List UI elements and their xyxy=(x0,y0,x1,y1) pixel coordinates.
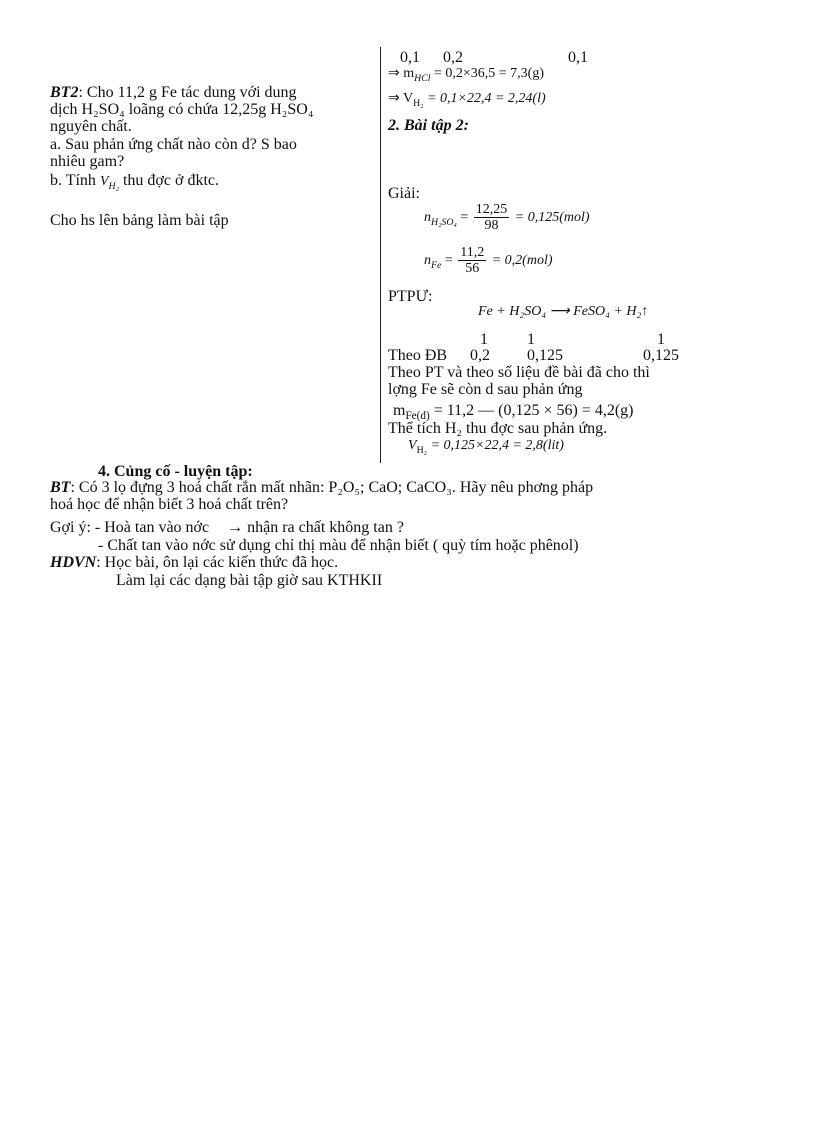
eq-n-h2so4: $n_{H_2SO_4}$ = $\frac{12,25}{98}$ = 0,125(mol) xyxy=(424,202,590,234)
giai-label: Giải: xyxy=(388,185,420,202)
reaction-equation: Fe + H₂SO₄ ⟶ FeSO₄ + H₂↑ xyxy=(478,304,649,319)
bt-line2: hoá học để nhận biết 3 hoá chất trên? xyxy=(50,496,289,513)
top-num-1: 0,1 xyxy=(400,49,420,66)
top-num-3: 0,1 xyxy=(568,49,588,66)
question-b xyxy=(50,173,219,192)
theo-db-val-2: 0,125 xyxy=(527,347,563,364)
hdvn-label: HDVN xyxy=(50,554,97,571)
top-num-2: 0,2 xyxy=(443,49,463,66)
the-tich-line: Thể tích H₂ thu đợc sau phản ứng. xyxy=(388,420,608,437)
question-b-post: thu đợc ở đktc. xyxy=(118,172,219,189)
question-a-line2: nhiêu gam? xyxy=(50,153,125,170)
eq-vh2-final: $V_{H_2} = 0,125\times 22,4 = 2,8(lit)$ xyxy=(408,438,564,456)
mfe-equation: $m_{Fe(d)} = 11,2$ — (0,125 × 56) = 4,2(g) xyxy=(393,402,634,423)
hint-line2: - Chất tan vào nớc sử dụng chỉ thị màu để nhận biết ( quỳ tím hoặc phênol) xyxy=(98,537,579,554)
eq-vh2: ⇒ $V_{H_2} = 0,1\times 22,4 = 2,24(l)$ xyxy=(388,91,546,109)
vh2-symbol: $V_{H_2}$ xyxy=(99,174,119,192)
coeff-3: 1 xyxy=(657,331,665,348)
bt-label: BT xyxy=(50,479,71,496)
eq-n-fe: $n_{Fe}$ = $\frac{11,2}{56}$ = 0,2(mol) xyxy=(424,245,553,277)
question-b-pre: b. Tính xyxy=(50,172,96,189)
arrow-right-icon: → xyxy=(227,519,244,536)
column-divider xyxy=(380,47,381,463)
question-a-line1: a. Sau phản ứng chất nào còn d? S bao xyxy=(50,136,297,153)
theo-pt-line1: Theo PT và theo số liệu đề bài đã cho thì xyxy=(388,364,650,381)
theo-pt-line2: lợng Fe sẽ còn d sau phản ứng xyxy=(388,381,583,398)
coeff-1: 1 xyxy=(480,331,488,348)
bt2-text1: : Cho 11,2 g Fe tác dung với dung xyxy=(78,84,297,101)
hdvn-line1 xyxy=(50,555,338,572)
instruction: Cho hs lên bảng làm bài tập xyxy=(50,212,229,229)
theo-db-label: Theo ĐB xyxy=(388,347,448,364)
theo-db-val-1: 0,2 xyxy=(470,347,490,364)
bt2-label: BT2 xyxy=(50,84,79,101)
coeff-2: 1 xyxy=(527,331,535,348)
hdvn-text1: : Học bài, ôn lại các kiến thức đã học. xyxy=(96,554,339,571)
bt2-line1 xyxy=(50,85,297,102)
eq-mhcl: ⇒ $m_{HCl} = 0,2\times 36,5 = 7,3(g)$ xyxy=(388,66,544,84)
bt-text1: : Có 3 lọ đựng 3 hoá chất rắn mất nhãn: P₂O₅; CaO; CaCO₃. Hãy nêu phơng pháp xyxy=(70,479,594,496)
theo-db-val-3: 0,125 xyxy=(643,347,679,364)
section-title: 2. Bài tập 2: xyxy=(388,117,469,134)
hint-line1: Gợi ý: - Hoà tan vào nớc → nhận ra chất không tan ? xyxy=(50,519,404,536)
hdvn-line2: Làm lại các dạng bài tập giờ sau KTHKII xyxy=(116,572,383,589)
section-heading: 4. Củng cố - luyện tập: xyxy=(98,463,253,480)
bt-line1 xyxy=(50,480,593,497)
bt2-line3: nguyên chất. xyxy=(50,118,132,135)
bt2-line2: dịch H₂SO₄ loãng có chứa 12,25g H₂SO₄ xyxy=(50,101,314,118)
ptpu-label: PTPƯ: xyxy=(388,288,433,305)
